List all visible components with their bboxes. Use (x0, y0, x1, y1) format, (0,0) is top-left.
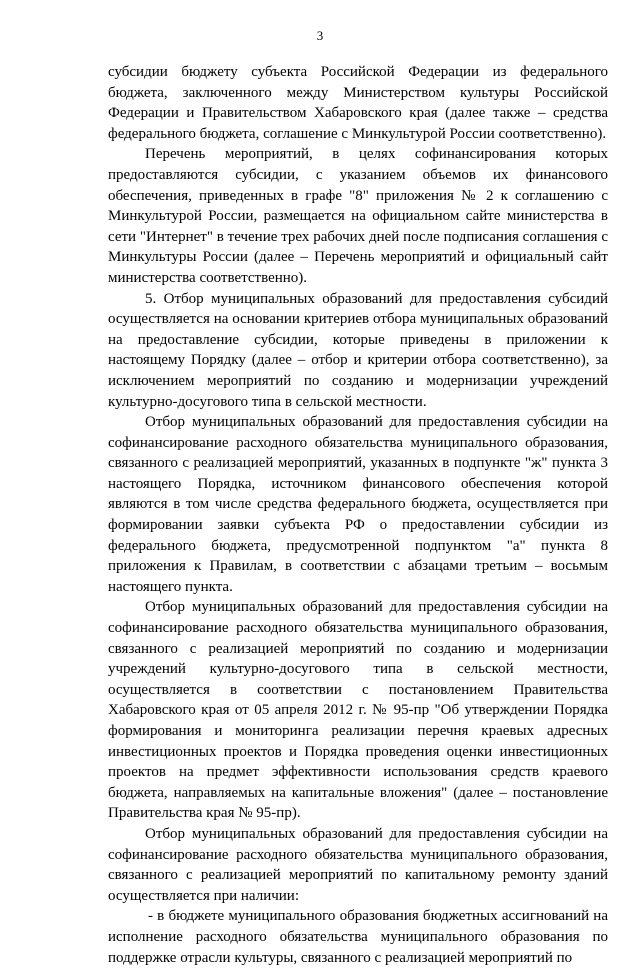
paragraph: Отбор муниципальных образований для предоставления субсидии на софинансирование расходного обязательства муниципального образования, связанного с реализацией мероприятий по созданию и модернизации учреждений культурно-досугового типа в сельской местности, осуществляется в соответствии с постановлением Правительства Хабаровского края от 05 апреля 2012 г. № 95-пр "Об утверждении Порядка формирования и мониторинга реализации перечня краевых адресных инвестиционных проектов и Порядка проведения оценки инвестиционных проектов на предмет эффективности использования средств краевого бюджета, направляемых на капитальные вложения" (далее – постановление Правительства края № 95-пр). (108, 599, 608, 822)
page-number: 3 (316, 28, 324, 43)
paragraph-bullet: - в бюджете муниципального образования бюджетных ассигнований на исполнение расходного обязательства муниципального образования по поддержке отрасли культуры, связанного с реализацией мероприятий по (108, 908, 608, 966)
document-body (108, 62, 608, 968)
paragraph: Отбор муниципальных образований для предоставления субсидии на софинансирование расходного обязательства муниципального образования, связанного с реализацией мероприятий, указанных в подпункте "ж" пункта 3 настоящего Порядка, источником финансового обеспечения которой являются в том числе средства федерального бюджета, осуществляется при формировании заявки субъекта РФ о предоставлении субсидии из федерального бюджета, предусмотренной подпунктом "а" пункта 8 приложения к Правилам, в соответствии с абзацами третьим – восьмым настоящего пункта. (108, 414, 608, 595)
paragraph: Отбор муниципальных образований для предоставления субсидии на софинансирование расходного обязательства муниципального образования, связанного с реализацией мероприятий по капитальному ремонту зданий осуществляется при наличии: (108, 825, 608, 904)
paragraph: субсидии бюджету субъекта Российской Федерации из федерального бюджета, заключенного между Министерством культуры Российской Федерации и Правительством Хабаровского края (далее также – средства федерального бюджета, соглашение с Минкультурой России соответственно). (108, 64, 608, 142)
paragraph: Перечень мероприятий, в целях софинансирования которых предоставляются субсидии, с указанием объемов их финансового обеспечения, приведенных в графе "8" приложения № 2 к соглашению с Минкультурой России, размещается на официальном сайте министерства в сети "Интернет" в течение трех рабочих дней после подписания соглашения с Минкультуры России (далее – Перечень мероприятий и официальный сайт министерства соответственно). (108, 146, 608, 286)
paragraph: 5. Отбор муниципальных образований для предоставления субсидий осуществляется на основании критериев отбора муниципальных образований на предоставление субсидии, которые приведены в приложении к настоящему Порядку (далее – отбор и критерии отбора соответственно), за исключением мероприятий по созданию и модернизации учреждений культурно-досугового типа в сельской местности. (108, 290, 608, 410)
